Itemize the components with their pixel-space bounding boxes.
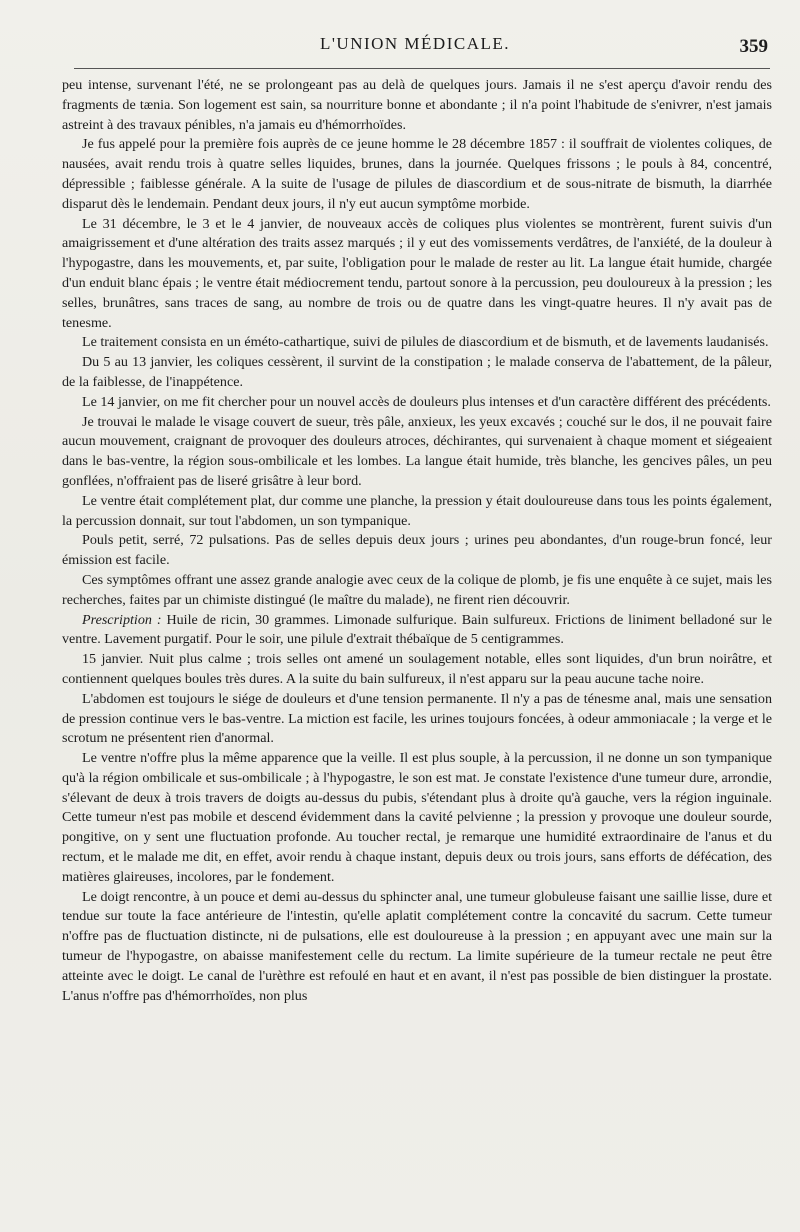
prescription-label: Prescription : (82, 611, 162, 628)
paragraph: Le ventre n'offre plus la même apparence que la veille. Il est plus souple, à la percussion, il ne donne un son tympanique qu'à la région ombilicale et sus-ombilicale ; à l'hypogastre, le son est mat. Je constate l'existence d'une tumeur dure, arrondie, s'élevant de deux à trois travers de doigts au-dessus du pubis, s'étendant plus à droite qu'à gauche, vers la région inguinale. Cette tumeur n'est pas mobile et descend évidemment dans la cavité pelvienne ; la pression y provoque une douleur sourde, pongitive, on y sent une fluctuation profonde. Au toucher rectal, je remarque une humidité extraordinaire de l'anus et du rectum, et le malade me dit, en effet, avoir rendu à chaque instant, depuis deux ou trois jours, sans efforts de défécation, des matières glaireuses, incolores, par le fondement. (62, 750, 772, 885)
paragraph: Je fus appelé pour la première fois auprès de ce jeune homme le 28 décembre 1857 : il souffrait de violentes coliques, de nausées, avait rendu trois à quatre selles liquides, brunes, dans la journée. Quelques frissons ; le pouls à 84, concentré, dépressible ; faiblesse générale. A la suite de l'usage de pilules de diascordium et de sous-nitrate de bismuth, la diarrhée disparut dès le lendemain. Pendant deux jours, il n'y eut aucun symptôme morbide. (62, 136, 772, 212)
paragraph: Du 5 au 13 janvier, les coliques cessèrent, il survint de la constipation ; le malade conserva de l'abattement, de la pâleur, de la faiblesse, de l'inappétence. (62, 354, 772, 390)
paragraph: 15 janvier. Nuit plus calme ; trois selles ont amené un soulagement notable, elles sont liquides, d'un brun noirâtre, et contiennent quelques boules très dures. A la suite du bain sulfureux, il n'est apparu sur la peau aucune tache noire. (62, 651, 772, 687)
page-number: 359 (739, 36, 768, 57)
paragraph: Le doigt rencontre, à un pouce et demi au-dessus du sphincter anal, une tumeur globuleuse faisant une saillie lisse, dure et tendue sur toute la face antérieure de l'intestin, qu'elle aplatit complétement contre la concavité du sacrum. Cette tumeur n'offre pas de fluctuation distincte, ni de pulsations, elle est douloureuse à la pression ; en appuyant avec une main sur la tumeur de l'hypogastre, on abaisse manifestement celle du rectum. La limite supérieure de la tumeur rectale ne peut être atteinte avec le doigt. Le canal de l'urèthre est refoulé en haut et en avant, il n'est pas possible de bien distinguer la prostate. L'anus n'offre pas d'hémorrhoïdes, non plus (62, 888, 772, 1004)
paragraph: Le traitement consista en un éméto-cathartique, suivi de pilules de diascordium et de bismuth, et de lavements laudanisés. (82, 334, 769, 351)
running-title: L'UNION MÉDICALE. (319, 34, 511, 53)
paragraph: L'abdomen est toujours le siége de douleurs et d'une tension permanente. Il n'y a pas de ténesme anal, mais une sensation de pression continue vers le bas-ventre. La miction est facile, les urines toujours foncées, à odeur ammoniacale ; la verge et le scrotum ne présentent rien d'anormal. (62, 690, 772, 747)
prescription-paragraph (62, 611, 772, 651)
page-header (60, 28, 770, 68)
body-text (62, 76, 772, 1006)
paragraph: Le 31 décembre, le 3 et le 4 janvier, de nouveaux accès de coliques plus violentes se montrèrent, furent suivis d'un amaigrissement et d'une altération des traits assez marqués ; il y eut des vomissements verdâtres, de l'anxiété, de la douleur à l'hypogastre, dans les mouvements, et, par suite, l'obligation pour le malade de rester au lit. La langue était humide, chargée d'un enduit blanc épais ; le ventre était médiocrement tendu, partout sonore à la percussion, peu douloureux à la pression ; les selles, brunâtres, sans traces de sang, au nombre de trois ou de quatre dans les vingt-quatre heures. Il n'y avait pas de tenesme. (62, 215, 772, 331)
paragraph: Le ventre était complétement plat, dur comme une planche, la pression y était douloureuse dans tous les points également, la percussion donnait, sur tout l'abdomen, un son tympanique. (62, 492, 772, 529)
prescription-text: Huile de ricin, 30 grammes. Limonade sulfurique. Bain sulfureux. Frictions de liniment belladoné sur le ventre. Lavement purgatif. Pour le soir, une pilule d'extrait thébaïque de 5 centigrammes. (62, 611, 772, 648)
paragraph: Je trouvai le malade le visage couvert de sueur, très pâle, anxieux, les yeux excavés ; couché sur le dos, il ne pouvait faire aucun mouvement, craignant de provoquer des douleurs atroces, déchirantes, qui survenaient à chaque moment et siégeaient dans le bas-ventre, la région sous-ombilicale et les lombes. La langue était humide, très blanche, les gencives pâles, un peu gonflées, n'offraient pas de liseré grisâtre à leur bord. (62, 413, 772, 489)
paragraph: Ces symptômes offrant une assez grande analogie avec ceux de la colique de plomb, je fis une enquête à ce sujet, mais les recherches, faites par un chimiste distingué (le maître du malade), ne firent rien découvrir. (62, 571, 772, 608)
paragraph: Pouls petit, serré, 72 pulsations. Pas de selles depuis deux jours ; urines peu abondantes, d'un rouge-brun foncé, leur émission est facile. (62, 532, 772, 569)
header-rule (74, 68, 770, 69)
paragraph: peu intense, survenant l'été, ne se prolongeant pas au delà de quelques jours. Jamais il ne s'est aperçu d'avoir rendu des fragments de tænia. Son logement est sain, sa nourriture bonne et abondante ; il n'a point l'habitude de s'enivrer, n'est jamais astreint à des travaux pénibles, n'a jamais eu d'hémorrhoïdes. (62, 77, 772, 133)
paragraph: Le 14 janvier, on me fit chercher pour un nouvel accès de douleurs plus intenses et d'un caractère différent des précédents. (82, 393, 771, 410)
